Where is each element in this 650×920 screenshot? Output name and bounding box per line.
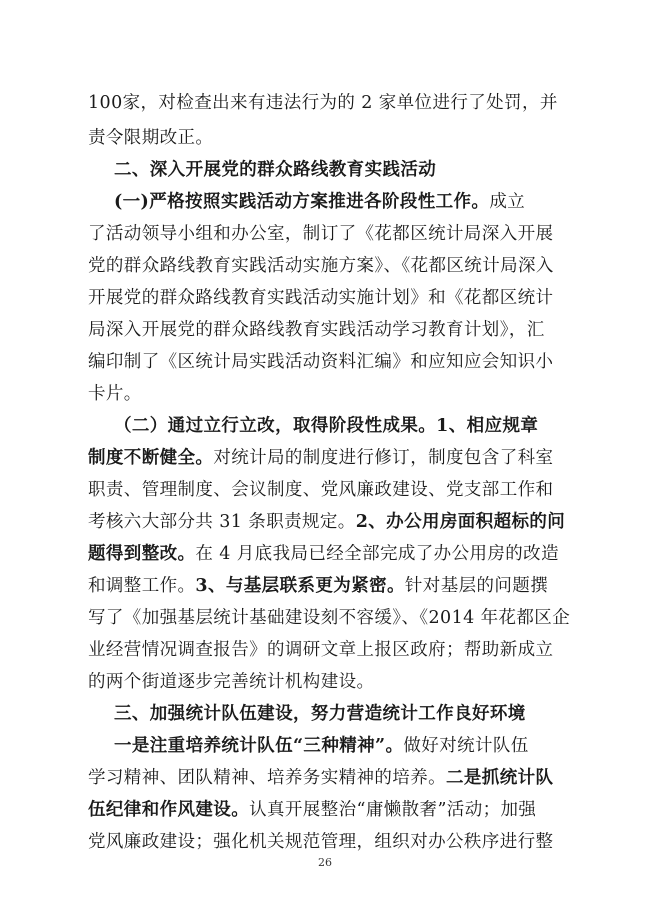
- bold-text: (一)严格按照实践活动方案推进各阶段性工作。: [88, 192, 490, 212]
- text-line: [88, 92, 566, 114]
- body-text-segment: 认真开展整治“庸懒散奢”活动；加强: [249, 800, 537, 820]
- text-line: [88, 127, 566, 149]
- body-text-segment: 职责、管理制度、会议制度、党风廉政建设、党支部工作和: [88, 480, 554, 500]
- body-text-segment: 编印制了《区统计局实践活动资料汇编》和应知应会知识小: [88, 352, 554, 372]
- body-text-segment: 党风廉政建设；强化机关规范管理，组织对办公秩序进行整: [88, 832, 554, 852]
- bold-text: 二、深入开展党的群众路线教育实践活动: [88, 160, 437, 180]
- text-line: [88, 799, 566, 821]
- body-text-segment: 对统计局的制度进行修订，制度包含了科室: [213, 448, 554, 468]
- text-line: [88, 447, 566, 469]
- bold-text: 二是抓统计队: [446, 768, 554, 788]
- text-line: [88, 255, 566, 277]
- text-line: [88, 191, 566, 213]
- bold-text: 伍纪律和作风建设。: [88, 800, 250, 820]
- bold-text: （二）通过立行立改，取得阶段性成果。1、相应规章: [88, 416, 539, 436]
- body-text-segment: 写了《加强基层统计基础建设刻不容缓》、《2014 年花都区企: [88, 608, 571, 628]
- text-line: [88, 607, 571, 629]
- text-line: [88, 287, 566, 309]
- body-text-segment: 党的群众路线教育实践活动实施方案》、《花都区统计局深入: [88, 256, 554, 276]
- bold-text: 制度不断健全。: [88, 448, 214, 468]
- body-text-segment: 责令限期改正。: [88, 128, 214, 148]
- text-line: [88, 639, 566, 661]
- body-text-segment: 学习精神、团队精神、培养务实精神的培养。: [88, 768, 446, 788]
- text-line: [88, 543, 566, 565]
- body-text-segment: 做好对统计队伍: [403, 736, 529, 756]
- body-text-segment: 了活动领导小组和办公室，制订了《花都区统计局深入开展: [88, 224, 554, 244]
- body-text-segment: 卡片。: [88, 384, 142, 404]
- text-line: [88, 223, 566, 245]
- body-text-segment: 在 4 月底我局已经全部完成了办公用房的改造: [195, 544, 559, 564]
- bold-text: 三、加强统计队伍建设，努力营造统计工作良好环境: [88, 704, 526, 724]
- text-line: [88, 511, 566, 533]
- body-text-segment: 开展党的群众路线教育实践活动实施计划》和《花都区统计: [88, 288, 554, 308]
- body-text-segment: 针对基层的问题撰: [404, 576, 549, 596]
- bold-text: 题得到整改。: [88, 544, 196, 564]
- text-line: [88, 671, 566, 693]
- text-line: [88, 735, 566, 757]
- body-text-segment: 成立: [489, 192, 526, 212]
- text-line: [88, 767, 566, 789]
- text-line: [88, 703, 566, 725]
- body-text-segment: 考核六大部分共 31 条职责规定。: [88, 512, 356, 532]
- text-line: [88, 831, 566, 853]
- text-line: [88, 383, 566, 405]
- body-text-segment: 100家，对检查出来有违法行为的 2 家单位进行了处罚，并: [88, 93, 558, 113]
- body-text-segment: 局深入开展党的群众路线教育实践活动学习教育计划》，汇: [88, 320, 545, 340]
- body-text-segment: 业经营情况调查报告》的调研文章上报区政府；帮助新成立: [88, 640, 554, 660]
- text-line: [88, 351, 566, 373]
- body-text-segment: 和调整工作。: [88, 576, 196, 596]
- text-line: [88, 159, 566, 181]
- text-line: [88, 415, 566, 437]
- text-line: [88, 575, 566, 597]
- page-number: 26: [318, 856, 332, 869]
- bold-text: 3、与基层联系更为紧密。: [195, 576, 405, 596]
- bold-text: 2、办公用房面积超标的问: [355, 512, 566, 532]
- body-text-segment: 的两个街道逐步完善统计机构建设。: [88, 672, 375, 692]
- text-line: [88, 479, 566, 501]
- text-line: [88, 319, 566, 341]
- bold-text: 一是注重培养统计队伍“三种精神”。: [88, 736, 404, 756]
